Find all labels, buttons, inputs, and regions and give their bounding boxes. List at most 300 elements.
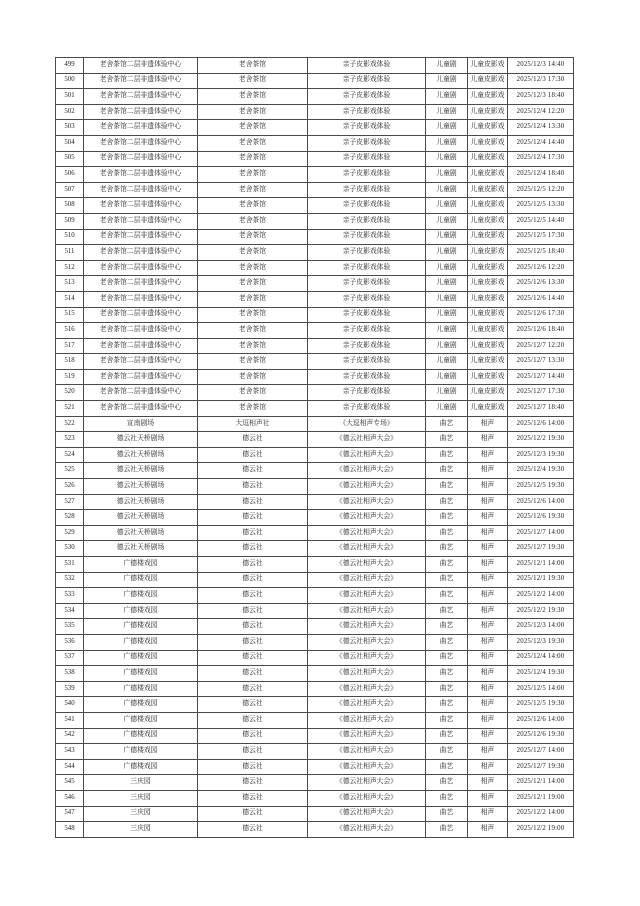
table-row <box>56 557 574 573</box>
table-row <box>56 291 574 307</box>
cell-serial: 528 <box>56 510 84 526</box>
cell-show_title: 《德云社相声大会》 <box>308 634 426 650</box>
table-row <box>56 338 574 354</box>
cell-subcategory: 儿童皮影戏 <box>468 401 508 417</box>
cell-show_title: 亲子皮影戏体验 <box>308 167 426 183</box>
cell-venue: 广德楼戏园 <box>84 681 198 697</box>
cell-show_title: 亲子皮影戏体验 <box>308 89 426 105</box>
cell-category: 儿童剧 <box>426 338 468 354</box>
cell-datetime: 2025/12/2 14:00 <box>508 806 574 822</box>
cell-venue: 宣南剧场 <box>84 416 198 432</box>
cell-datetime: 2025/12/5 14:40 <box>508 213 574 229</box>
cell-organizer: 老舍茶馆 <box>198 385 308 401</box>
cell-datetime: 2025/12/5 13:30 <box>508 198 574 214</box>
cell-organizer: 老舍茶馆 <box>198 120 308 136</box>
table-row <box>56 135 574 151</box>
cell-serial: 509 <box>56 213 84 229</box>
cell-organizer: 老舍茶馆 <box>198 182 308 198</box>
cell-organizer: 德云社 <box>198 822 308 838</box>
cell-show_title: 亲子皮影戏体验 <box>308 229 426 245</box>
cell-subcategory: 相声 <box>468 494 508 510</box>
cell-subcategory: 儿童皮影戏 <box>468 291 508 307</box>
cell-datetime: 2025/12/2 19:30 <box>508 603 574 619</box>
cell-subcategory: 相声 <box>468 588 508 604</box>
cell-serial: 527 <box>56 494 84 510</box>
cell-serial: 510 <box>56 229 84 245</box>
cell-organizer: 德云社 <box>198 619 308 635</box>
cell-show_title: 《德云社相声大会》 <box>308 775 426 791</box>
cell-organizer: 德云社 <box>198 572 308 588</box>
table-row <box>56 759 574 775</box>
cell-datetime: 2025/12/1 19:00 <box>508 790 574 806</box>
cell-serial: 520 <box>56 385 84 401</box>
cell-show_title: 《德云社相声大会》 <box>308 588 426 604</box>
cell-show_title: 亲子皮影戏体验 <box>308 307 426 323</box>
cell-category: 曲艺 <box>426 416 468 432</box>
cell-datetime: 2025/12/2 14:00 <box>508 588 574 604</box>
cell-datetime: 2025/12/6 12:20 <box>508 260 574 276</box>
cell-serial: 545 <box>56 775 84 791</box>
cell-serial: 508 <box>56 198 84 214</box>
cell-subcategory: 儿童皮影戏 <box>468 276 508 292</box>
cell-serial: 544 <box>56 759 84 775</box>
cell-serial: 533 <box>56 588 84 604</box>
table-row <box>56 323 574 339</box>
cell-organizer: 德云社 <box>198 588 308 604</box>
cell-category: 曲艺 <box>426 744 468 760</box>
cell-organizer: 德云社 <box>198 634 308 650</box>
cell-organizer: 老舍茶馆 <box>198 369 308 385</box>
cell-venue: 广德楼戏园 <box>84 712 198 728</box>
cell-subcategory: 相声 <box>468 775 508 791</box>
cell-datetime: 2025/12/4 19:30 <box>508 463 574 479</box>
cell-datetime: 2025/12/5 18:40 <box>508 245 574 261</box>
cell-organizer: 德云社 <box>198 432 308 448</box>
cell-venue: 老舍茶馆二层非遗体验中心 <box>84 323 198 339</box>
cell-venue: 老舍茶馆二层非遗体验中心 <box>84 245 198 261</box>
cell-venue: 老舍茶馆二层非遗体验中心 <box>84 260 198 276</box>
cell-venue: 广德楼戏园 <box>84 634 198 650</box>
cell-show_title: 《德云社相声大会》 <box>308 510 426 526</box>
cell-category: 曲艺 <box>426 759 468 775</box>
cell-serial: 502 <box>56 104 84 120</box>
cell-organizer: 老舍茶馆 <box>198 276 308 292</box>
cell-serial: 525 <box>56 463 84 479</box>
table-row <box>56 229 574 245</box>
cell-venue: 三庆园 <box>84 822 198 838</box>
cell-subcategory: 相声 <box>468 557 508 573</box>
cell-show_title: 亲子皮影戏体验 <box>308 338 426 354</box>
cell-serial: 519 <box>56 369 84 385</box>
cell-category: 儿童剧 <box>426 245 468 261</box>
cell-venue: 老舍茶馆二层非遗体验中心 <box>84 385 198 401</box>
cell-venue: 德云社天桥剧场 <box>84 432 198 448</box>
cell-show_title: 《德云社相声大会》 <box>308 806 426 822</box>
cell-category: 曲艺 <box>426 822 468 838</box>
cell-subcategory: 儿童皮影戏 <box>468 104 508 120</box>
cell-organizer: 老舍茶馆 <box>198 213 308 229</box>
cell-organizer: 德云社 <box>198 759 308 775</box>
cell-show_title: 《德云社相声大会》 <box>308 557 426 573</box>
cell-organizer: 德云社 <box>198 712 308 728</box>
cell-show_title: 《德云社相声大会》 <box>308 619 426 635</box>
cell-subcategory: 相声 <box>468 416 508 432</box>
cell-venue: 老舍茶馆二层非遗体验中心 <box>84 182 198 198</box>
cell-datetime: 2025/12/4 14:00 <box>508 650 574 666</box>
cell-show_title: 《德云社相声大会》 <box>308 432 426 448</box>
cell-subcategory: 儿童皮影戏 <box>468 213 508 229</box>
cell-category: 儿童剧 <box>426 276 468 292</box>
cell-venue: 老舍茶馆二层非遗体验中心 <box>84 354 198 370</box>
cell-serial: 515 <box>56 307 84 323</box>
table-row <box>56 463 574 479</box>
cell-organizer: 老舍茶馆 <box>198 338 308 354</box>
cell-subcategory: 相声 <box>468 806 508 822</box>
cell-organizer: 老舍茶馆 <box>198 229 308 245</box>
cell-category: 曲艺 <box>426 806 468 822</box>
cell-serial: 539 <box>56 681 84 697</box>
cell-category: 儿童剧 <box>426 323 468 339</box>
cell-organizer: 德云社 <box>198 681 308 697</box>
cell-category: 曲艺 <box>426 666 468 682</box>
cell-datetime: 2025/12/3 14:40 <box>508 58 574 74</box>
cell-organizer: 德云社 <box>198 775 308 791</box>
cell-subcategory: 儿童皮影戏 <box>468 89 508 105</box>
cell-subcategory: 相声 <box>468 728 508 744</box>
cell-show_title: 《德云社相声大会》 <box>308 650 426 666</box>
cell-category: 儿童剧 <box>426 354 468 370</box>
table-row <box>56 182 574 198</box>
cell-venue: 广德楼戏园 <box>84 588 198 604</box>
cell-subcategory: 相声 <box>468 572 508 588</box>
cell-show_title: 亲子皮影戏体验 <box>308 120 426 136</box>
table-row <box>56 198 574 214</box>
cell-serial: 503 <box>56 120 84 136</box>
table-row <box>56 416 574 432</box>
cell-category: 曲艺 <box>426 510 468 526</box>
cell-organizer: 老舍茶馆 <box>198 58 308 74</box>
table-row <box>56 307 574 323</box>
cell-show_title: 《德云社相声大会》 <box>308 681 426 697</box>
cell-subcategory: 相声 <box>468 432 508 448</box>
cell-show_title: 亲子皮影戏体验 <box>308 354 426 370</box>
table-row <box>56 354 574 370</box>
cell-venue: 三庆园 <box>84 775 198 791</box>
cell-category: 儿童剧 <box>426 213 468 229</box>
table-row <box>56 104 574 120</box>
cell-subcategory: 相声 <box>468 681 508 697</box>
cell-category: 曲艺 <box>426 697 468 713</box>
cell-organizer: 德云社 <box>198 790 308 806</box>
cell-category: 曲艺 <box>426 728 468 744</box>
cell-category: 儿童剧 <box>426 104 468 120</box>
cell-datetime: 2025/12/4 17:30 <box>508 151 574 167</box>
cell-organizer: 德云社 <box>198 650 308 666</box>
cell-show_title: 《德云社相声大会》 <box>308 463 426 479</box>
cell-category: 曲艺 <box>426 432 468 448</box>
cell-venue: 老舍茶馆二层非遗体验中心 <box>84 151 198 167</box>
cell-subcategory: 儿童皮影戏 <box>468 354 508 370</box>
table-row <box>56 541 574 557</box>
cell-serial: 505 <box>56 151 84 167</box>
cell-serial: 542 <box>56 728 84 744</box>
cell-show_title: 《德云社相声大会》 <box>308 728 426 744</box>
cell-organizer: 德云社 <box>198 744 308 760</box>
cell-category: 儿童剧 <box>426 151 468 167</box>
cell-show_title: 亲子皮影戏体验 <box>308 58 426 74</box>
cell-show_title: 亲子皮影戏体验 <box>308 135 426 151</box>
cell-datetime: 2025/12/3 17:30 <box>508 73 574 89</box>
cell-datetime: 2025/12/6 19:30 <box>508 728 574 744</box>
cell-serial: 531 <box>56 557 84 573</box>
table-row <box>56 790 574 806</box>
cell-show_title: 《德云社相声大会》 <box>308 744 426 760</box>
cell-show_title: 亲子皮影戏体验 <box>308 260 426 276</box>
cell-serial: 529 <box>56 525 84 541</box>
cell-category: 曲艺 <box>426 650 468 666</box>
cell-serial: 513 <box>56 276 84 292</box>
table-row <box>56 572 574 588</box>
cell-datetime: 2025/12/6 13:30 <box>508 276 574 292</box>
cell-organizer: 德云社 <box>198 510 308 526</box>
cell-venue: 老舍茶馆二层非遗体验中心 <box>84 198 198 214</box>
cell-venue: 德云社天桥剧场 <box>84 463 198 479</box>
cell-venue: 老舍茶馆二层非遗体验中心 <box>84 73 198 89</box>
cell-datetime: 2025/12/7 14:00 <box>508 744 574 760</box>
cell-venue: 老舍茶馆二层非遗体验中心 <box>84 58 198 74</box>
performance-schedule-table-container <box>55 57 573 838</box>
cell-subcategory: 相声 <box>468 463 508 479</box>
cell-show_title: 《德云社相声大会》 <box>308 525 426 541</box>
cell-organizer: 老舍茶馆 <box>198 260 308 276</box>
cell-venue: 老舍茶馆二层非遗体验中心 <box>84 213 198 229</box>
cell-category: 儿童剧 <box>426 167 468 183</box>
cell-serial: 501 <box>56 89 84 105</box>
table-row <box>56 479 574 495</box>
table-row <box>56 650 574 666</box>
cell-show_title: 亲子皮影戏体验 <box>308 291 426 307</box>
cell-show_title: 《德云社相声大会》 <box>308 790 426 806</box>
cell-datetime: 2025/12/3 14:00 <box>508 619 574 635</box>
table-row <box>56 260 574 276</box>
cell-serial: 499 <box>56 58 84 74</box>
cell-show_title: 《德云社相声大会》 <box>308 572 426 588</box>
cell-show_title: 《德云社相声大会》 <box>308 494 426 510</box>
cell-serial: 522 <box>56 416 84 432</box>
cell-category: 儿童剧 <box>426 182 468 198</box>
cell-show_title: 亲子皮影戏体验 <box>308 245 426 261</box>
table-row <box>56 525 574 541</box>
cell-subcategory: 相声 <box>468 666 508 682</box>
cell-subcategory: 儿童皮影戏 <box>468 182 508 198</box>
cell-datetime: 2025/12/4 14:40 <box>508 135 574 151</box>
cell-datetime: 2025/12/7 17:30 <box>508 385 574 401</box>
cell-venue: 广德楼戏园 <box>84 619 198 635</box>
cell-venue: 德云社天桥剧场 <box>84 494 198 510</box>
cell-serial: 532 <box>56 572 84 588</box>
cell-venue: 老舍茶馆二层非遗体验中心 <box>84 401 198 417</box>
cell-category: 曲艺 <box>426 479 468 495</box>
cell-subcategory: 相声 <box>468 447 508 463</box>
cell-organizer: 德云社 <box>198 557 308 573</box>
cell-datetime: 2025/12/3 19:30 <box>508 447 574 463</box>
cell-venue: 广德楼戏园 <box>84 697 198 713</box>
cell-organizer: 老舍茶馆 <box>198 198 308 214</box>
cell-venue: 老舍茶馆二层非遗体验中心 <box>84 291 198 307</box>
cell-organizer: 德云社 <box>198 806 308 822</box>
cell-subcategory: 儿童皮影戏 <box>468 73 508 89</box>
cell-venue: 老舍茶馆二层非遗体验中心 <box>84 338 198 354</box>
cell-subcategory: 儿童皮影戏 <box>468 385 508 401</box>
cell-datetime: 2025/12/5 19:30 <box>508 697 574 713</box>
cell-organizer: 德云社 <box>198 479 308 495</box>
cell-subcategory: 儿童皮影戏 <box>468 120 508 136</box>
cell-subcategory: 儿童皮影戏 <box>468 260 508 276</box>
cell-serial: 517 <box>56 338 84 354</box>
cell-category: 曲艺 <box>426 541 468 557</box>
cell-category: 儿童剧 <box>426 369 468 385</box>
cell-datetime: 2025/12/1 19:30 <box>508 572 574 588</box>
cell-datetime: 2025/12/7 13:30 <box>508 354 574 370</box>
cell-serial: 546 <box>56 790 84 806</box>
cell-category: 儿童剧 <box>426 385 468 401</box>
cell-organizer: 德云社 <box>198 541 308 557</box>
cell-organizer: 老舍茶馆 <box>198 73 308 89</box>
cell-show_title: 亲子皮影戏体验 <box>308 323 426 339</box>
cell-datetime: 2025/12/4 12:20 <box>508 104 574 120</box>
cell-category: 儿童剧 <box>426 135 468 151</box>
cell-subcategory: 相声 <box>468 479 508 495</box>
cell-category: 儿童剧 <box>426 307 468 323</box>
cell-subcategory: 儿童皮影戏 <box>468 198 508 214</box>
cell-organizer: 德云社 <box>198 728 308 744</box>
cell-subcategory: 儿童皮影戏 <box>468 229 508 245</box>
cell-subcategory: 相声 <box>468 619 508 635</box>
cell-datetime: 2025/12/2 19:30 <box>508 432 574 448</box>
cell-datetime: 2025/12/6 14:00 <box>508 712 574 728</box>
cell-category: 儿童剧 <box>426 89 468 105</box>
table-row <box>56 588 574 604</box>
cell-venue: 广德楼戏园 <box>84 728 198 744</box>
table-row <box>56 213 574 229</box>
cell-venue: 广德楼戏园 <box>84 650 198 666</box>
cell-venue: 广德楼戏园 <box>84 603 198 619</box>
cell-datetime: 2025/12/4 19:30 <box>508 666 574 682</box>
cell-category: 儿童剧 <box>426 401 468 417</box>
cell-serial: 521 <box>56 401 84 417</box>
cell-serial: 512 <box>56 260 84 276</box>
cell-serial: 534 <box>56 603 84 619</box>
cell-subcategory: 相声 <box>468 744 508 760</box>
cell-venue: 老舍茶馆二层非遗体验中心 <box>84 276 198 292</box>
table-row <box>56 245 574 261</box>
cell-category: 儿童剧 <box>426 291 468 307</box>
cell-subcategory: 儿童皮影戏 <box>468 307 508 323</box>
table-row <box>56 89 574 105</box>
cell-category: 曲艺 <box>426 775 468 791</box>
cell-serial: 504 <box>56 135 84 151</box>
cell-venue: 广德楼戏园 <box>84 744 198 760</box>
table-row <box>56 494 574 510</box>
cell-venue: 老舍茶馆二层非遗体验中心 <box>84 89 198 105</box>
cell-show_title: 《德云社相声大会》 <box>308 697 426 713</box>
cell-datetime: 2025/12/7 19:30 <box>508 759 574 775</box>
cell-show_title: 《德云社相声大会》 <box>308 822 426 838</box>
cell-datetime: 2025/12/4 13:30 <box>508 120 574 136</box>
cell-show_title: 亲子皮影戏体验 <box>308 198 426 214</box>
cell-subcategory: 儿童皮影戏 <box>468 369 508 385</box>
table-row <box>56 822 574 838</box>
table-row <box>56 775 574 791</box>
schedule-table-body <box>56 58 574 838</box>
cell-category: 曲艺 <box>426 494 468 510</box>
cell-datetime: 2025/12/4 18:40 <box>508 167 574 183</box>
cell-organizer: 老舍茶馆 <box>198 135 308 151</box>
table-row <box>56 120 574 136</box>
table-row <box>56 712 574 728</box>
cell-serial: 530 <box>56 541 84 557</box>
cell-serial: 547 <box>56 806 84 822</box>
cell-show_title: 《德云社相声大会》 <box>308 479 426 495</box>
table-row <box>56 666 574 682</box>
cell-venue: 老舍茶馆二层非遗体验中心 <box>84 167 198 183</box>
cell-category: 曲艺 <box>426 681 468 697</box>
cell-serial: 523 <box>56 432 84 448</box>
cell-serial: 538 <box>56 666 84 682</box>
cell-serial: 540 <box>56 697 84 713</box>
cell-venue: 老舍茶馆二层非遗体验中心 <box>84 369 198 385</box>
table-row <box>56 697 574 713</box>
cell-subcategory: 相声 <box>468 541 508 557</box>
cell-show_title: 亲子皮影戏体验 <box>308 151 426 167</box>
cell-category: 儿童剧 <box>426 58 468 74</box>
cell-show_title: 《德云社相声大会》 <box>308 712 426 728</box>
table-row <box>56 510 574 526</box>
cell-organizer: 德云社 <box>198 697 308 713</box>
cell-category: 儿童剧 <box>426 73 468 89</box>
table-row <box>56 369 574 385</box>
cell-serial: 518 <box>56 354 84 370</box>
cell-show_title: 《德云社相声大会》 <box>308 541 426 557</box>
cell-organizer: 老舍茶馆 <box>198 151 308 167</box>
cell-category: 曲艺 <box>426 588 468 604</box>
table-row <box>56 447 574 463</box>
cell-datetime: 2025/12/7 14:40 <box>508 369 574 385</box>
cell-organizer: 老舍茶馆 <box>198 354 308 370</box>
cell-subcategory: 相声 <box>468 634 508 650</box>
cell-datetime: 2025/12/5 14:00 <box>508 681 574 697</box>
cell-subcategory: 儿童皮影戏 <box>468 58 508 74</box>
cell-serial: 526 <box>56 479 84 495</box>
cell-serial: 548 <box>56 822 84 838</box>
cell-show_title: 亲子皮影戏体验 <box>308 213 426 229</box>
table-row <box>56 681 574 697</box>
cell-datetime: 2025/12/3 18:40 <box>508 89 574 105</box>
cell-venue: 德云社天桥剧场 <box>84 447 198 463</box>
cell-venue: 老舍茶馆二层非遗体验中心 <box>84 104 198 120</box>
cell-organizer: 老舍茶馆 <box>198 323 308 339</box>
cell-show_title: 亲子皮影戏体验 <box>308 104 426 120</box>
cell-subcategory: 相声 <box>468 822 508 838</box>
cell-datetime: 2025/12/3 19:30 <box>508 634 574 650</box>
cell-organizer: 德云社 <box>198 603 308 619</box>
cell-organizer: 老舍茶馆 <box>198 89 308 105</box>
cell-organizer: 大逗相声社 <box>198 416 308 432</box>
cell-organizer: 德云社 <box>198 447 308 463</box>
cell-category: 曲艺 <box>426 619 468 635</box>
cell-subcategory: 相声 <box>468 712 508 728</box>
cell-show_title: 亲子皮影戏体验 <box>308 401 426 417</box>
